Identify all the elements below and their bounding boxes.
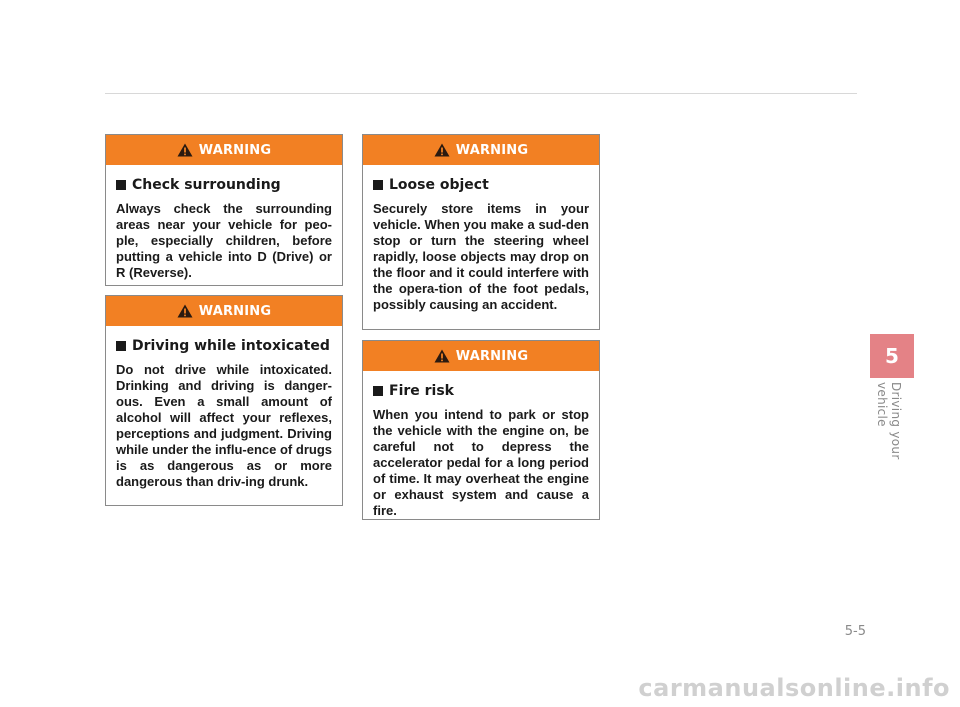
warning-header	[363, 135, 599, 165]
warning-heading: Loose object	[389, 177, 489, 193]
square-bullet-icon	[373, 386, 383, 396]
warning-header	[106, 296, 342, 326]
warning-heading: Driving while intoxicated	[132, 338, 330, 354]
warning-title: WARNING	[198, 303, 272, 319]
square-bullet-icon	[373, 180, 383, 190]
warning-header	[363, 341, 599, 371]
warning-heading: Fire risk	[389, 383, 454, 399]
warning-box-loose-object	[362, 134, 600, 330]
warning-text: Always check the surrounding areas near your vehicle for peo-ple, especially children, before putting a vehicle into D (Drive) or R (Reverse).	[116, 201, 332, 280]
warning-text: Securely store items in your vehicle. When you make a sud-den stop or turn the steering wheel rapidly, loose objects may drop on the floor and it could interfere with the opera-tion of the foot pedals, possibly causing an accident.	[373, 201, 589, 312]
warning-box-check-surrounding	[105, 134, 343, 286]
top-divider	[105, 93, 857, 94]
warning-triangle-icon	[434, 349, 450, 363]
chapter-tab	[870, 334, 914, 378]
warning-title: WARNING	[455, 348, 529, 364]
chapter-title: Driving your vehicle	[875, 382, 903, 460]
warning-text: When you intend to park or stop the vehicle with the engine on, be careful not to depress the accelerator pedal for a long period of time. It may overheat the engine or exhaust system and cause a fire.	[373, 407, 589, 518]
warning-triangle-icon	[434, 143, 450, 157]
warning-triangle-icon	[177, 304, 193, 318]
chapter-number: 5	[885, 344, 899, 368]
square-bullet-icon	[116, 341, 126, 351]
warning-header	[106, 135, 342, 165]
warning-text: Do not drive while intoxicated. Drinking and driving is danger-ous. Even a small amount of alcohol will affect your reflexes, perceptions and judgment. Driving while under the influ-ence of drugs is as dangerous as or more dangerous than driv-ing drunk.	[116, 362, 332, 489]
square-bullet-icon	[116, 180, 126, 190]
watermark: carmanualsonline.info	[638, 674, 950, 702]
warning-heading: Check surrounding	[132, 177, 281, 193]
page-number: 5-5	[844, 624, 866, 639]
warning-title: WARNING	[198, 142, 272, 158]
warning-title: WARNING	[455, 142, 529, 158]
warning-triangle-icon	[177, 143, 193, 157]
warning-box-driving-intoxicated	[105, 295, 343, 506]
warning-box-fire-risk	[362, 340, 600, 520]
